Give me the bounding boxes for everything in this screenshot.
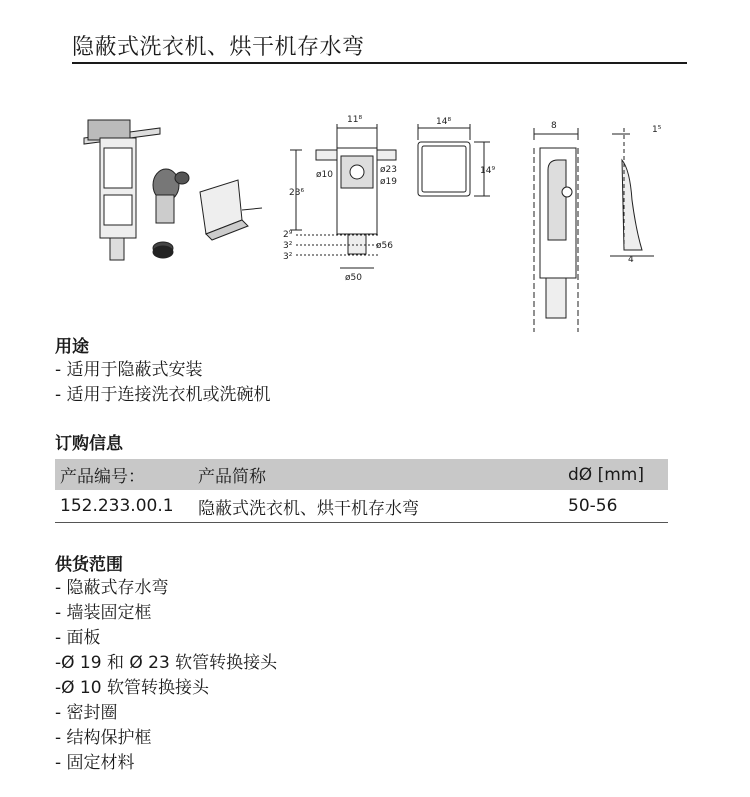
scope-item: -Ø 19 和 Ø 23 软管转换接头 (55, 653, 278, 673)
dim-h-32a: 3² (283, 241, 293, 251)
page-title: 隐蔽式洗衣机、烘干机存水弯 (72, 35, 365, 60)
order-table-header (55, 459, 668, 490)
scope-item: - 面板 (55, 628, 101, 648)
table-row (55, 490, 668, 523)
usage-heading: 用途 (55, 337, 89, 357)
order-table (55, 459, 668, 523)
side-view-drawing (534, 128, 654, 332)
cell-product-number: 152.233.00.1 (55, 490, 193, 523)
dim-depth-4: 4 (628, 255, 634, 265)
scope-item: - 密封圈 (55, 703, 118, 723)
dim-h-29: 2⁹ (283, 230, 293, 240)
dim-h-32b: 3² (283, 252, 293, 262)
dim-width-11: 11⁸ (347, 115, 363, 125)
dim-dia-10: ø10 (316, 170, 333, 180)
cell-product-name: 隐蔽式洗衣机、烘干机存水弯 (193, 490, 563, 523)
dim-height-14: 14⁹ (480, 166, 496, 176)
scope-list (55, 576, 277, 776)
dim-height-23: 23⁶ (289, 188, 305, 198)
col-diameter: dØ [mm] (563, 459, 668, 490)
scope-item: - 结构保护框 (55, 728, 152, 748)
cover-plate-drawing (418, 124, 490, 196)
col-product-number: 产品编号： (55, 459, 193, 490)
col-product-name: 产品简称 (193, 459, 563, 490)
order-heading: 订购信息 (55, 434, 123, 454)
dim-dia-56: ø56 (376, 241, 393, 251)
scope-item: -Ø 10 软管转换接头 (55, 678, 209, 698)
scope-item: - 墙装固定框 (55, 603, 152, 623)
product-illustration (84, 120, 262, 260)
title-rule (72, 62, 687, 64)
dim-width-14: 14⁸ (436, 117, 452, 127)
cell-diameter: 50-56 (563, 490, 668, 523)
dim-dia-23: ø23 (380, 165, 397, 175)
scope-item: - 固定材料 (55, 753, 135, 773)
dim-depth-15: 1⁵ (652, 125, 662, 135)
usage-list (55, 358, 271, 408)
technical-drawings (0, 100, 750, 340)
usage-item: - 适用于连接洗衣机或洗碗机 (55, 385, 271, 405)
scope-heading: 供货范围 (55, 555, 123, 575)
dim-depth-8: 8 (551, 121, 557, 131)
scope-item: - 隐蔽式存水弯 (55, 578, 169, 598)
dim-dia-19: ø19 (380, 177, 397, 187)
dim-dia-50: ø50 (345, 273, 362, 283)
usage-item: - 适用于隐蔽式安装 (55, 360, 203, 380)
